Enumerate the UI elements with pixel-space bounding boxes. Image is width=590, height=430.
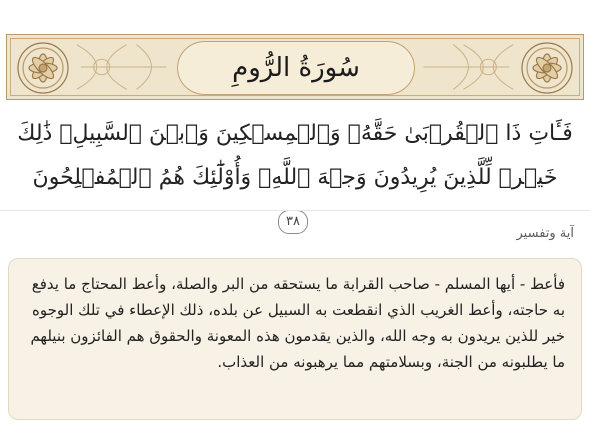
surah-title-cartouche [177, 41, 415, 95]
verse-text-block[interactable] [14, 112, 576, 244]
divider [0, 210, 590, 211]
tafsir-text: فأعط - أيها المسلم - صاحب القرابة ما يستحقه من البر والصلة، وأعط المحتاج ما يدفع به حاجته، وأعط الغريب الذي انقطعت به السبيل عن بلده، ذلك الإعطاء في تلك الوجوه خير للذين يريدون به وجه الله، والذين يقدمون هذه المعونة والحقوق هم الفائزون بنيلهم ما يطلبونه من الجنة، وبسلامتهم مما يرهبونه من العذاب. [30, 275, 565, 371]
rosette-icon [15, 40, 71, 96]
rosette-icon [519, 40, 575, 96]
tafsir-panel [8, 258, 582, 420]
verse-text: فَـَٔاتِ ذَا ٱلۡقُرۡبَىٰ حَقَّهُۥ وَٱلۡمِسۡكِينَ وَٱبۡنَ ٱلسَّبِيلِۚ ذَٰلِكَ خَيۡرٞ لِّلَّذِينَ يُرِيدُونَ وَجۡهَ ٱللَّهِۖ وَأُوْلَٰٓئِكَ هُمُ ٱلۡمُفۡلِحُونَ [17, 121, 573, 190]
surah-title: سُورَةُ الرُّومِ [232, 53, 360, 83]
verse-and-tafsir-link[interactable]: آية وتفسير [516, 226, 574, 241]
ayah-number-marker: ٣٨ [278, 210, 308, 234]
surah-header-banner [6, 34, 584, 100]
